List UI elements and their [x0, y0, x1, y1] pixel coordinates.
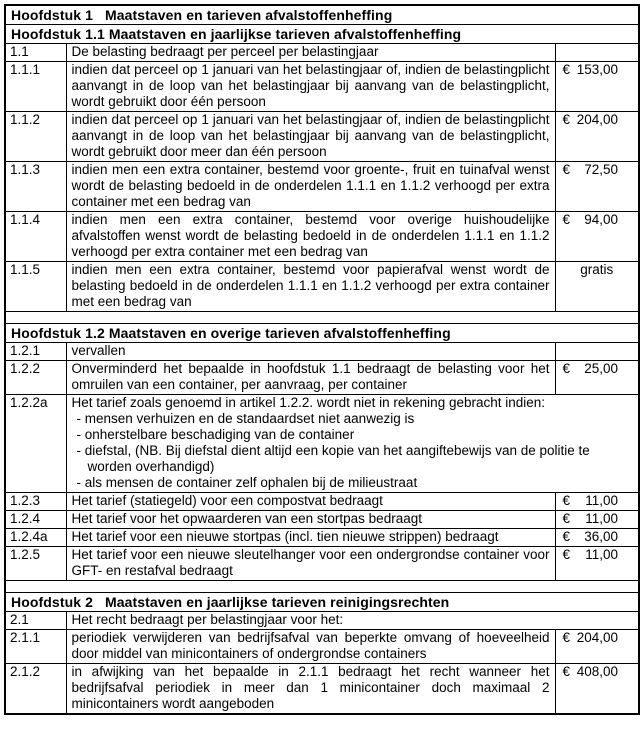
tariff-amount-cell — [555, 262, 639, 312]
table-row — [5, 529, 639, 547]
spacer-row — [5, 312, 639, 324]
exemption-bullet: - diefstal, (NB. Bij diefstal dient altijd een kopie van het aangiftebewijs van de politie te worden overhandigd) — [76, 443, 590, 474]
tariff-amount-cell — [555, 361, 639, 395]
chapter-2-header-row — [5, 593, 639, 612]
chapter-1-header-row — [5, 5, 639, 25]
article-description: in afwijking van het bepaalde in 2.1.1 bedraagt het recht wanneer het bedrijfsafval periodiek in meer dan 1 minicontainer doch maximaal 2 minicontainers wordt aangeboden — [66, 664, 555, 715]
article-description: indien men een extra container, bestemd voor papierafval wenst wordt de belasting bedoeld in de onderdelen 1.1.1 en 1.1.2 verhoogd per extra container met een bedrag van — [66, 262, 555, 312]
article-number: 1.2.2a — [5, 395, 66, 493]
currency-symbol: € — [562, 162, 571, 177]
currency-symbol: € — [562, 529, 571, 544]
tariff-table — [4, 4, 640, 715]
amount-value: 204,00 — [576, 630, 619, 645]
currency-symbol: € — [562, 62, 571, 77]
article-number: 1.1.3 — [5, 162, 66, 212]
article-number: 1.1.5 — [5, 262, 66, 312]
article-number: 2.1.1 — [5, 630, 66, 664]
article-number: 1.1.4 — [5, 212, 66, 262]
currency-symbol: € — [562, 664, 571, 679]
article-number: 1.1.1 — [5, 62, 66, 112]
spacer-row — [5, 581, 639, 593]
chapter-1-2-header-row — [5, 324, 639, 343]
tariff-amount-cell — [555, 162, 639, 212]
article-description: indien men een extra container, bestemd voor groente-, fruit en tuinafval wenst wordt de belasting bedoeld in de onderdelen 1.1.1 en 1.1.2 verhoogd per extra container met een bedrag van — [66, 162, 555, 212]
article-description: indien men een extra container, bestemd voor overige huishoudelijke afvalstoffen wenst wordt de belasting bedoeld in de onderdelen 1.1.1 en 1.1.2 verhoogd per extra container met een bedrag van — [66, 212, 555, 262]
chapter-1-2-heading: Hoofdstuk 1.2 Maatstaven en overige tarieven afvalstoffenheffing — [5, 324, 639, 343]
tariff-amount-cell — [555, 343, 639, 361]
article-description: De belasting bedraagt per perceel per belastingjaar — [66, 44, 555, 62]
article-description: Het tarief (statiegeld) voor een compostvat bedraagt — [66, 493, 555, 511]
table-row — [5, 547, 639, 581]
amount-value: gratis — [580, 262, 614, 277]
chapter-1-heading: Hoofdstuk 1 Maatstaven en tarieven afvalstoffenheffing — [5, 5, 639, 25]
tariff-amount-cell — [555, 212, 639, 262]
currency-symbol: € — [562, 493, 571, 508]
table-row — [5, 112, 639, 162]
amount-value: 11,00 — [585, 511, 619, 526]
amount-value: 94,00 — [584, 212, 619, 227]
table-row — [5, 630, 639, 664]
table-row — [5, 612, 639, 630]
tariff-amount-cell — [555, 511, 639, 529]
article-description: Het recht bedraagt per belastingjaar voor het: — [66, 612, 639, 630]
amount-value: 25,00 — [584, 361, 619, 376]
exemption-bullet: - als mensen de container zelf ophalen bij de milieustraat — [76, 475, 418, 490]
chapter-1-1-heading: Hoofdstuk 1.1 Maatstaven en jaarlijkse tarieven afvalstoffenheffing — [5, 25, 639, 44]
tariff-amount-cell — [555, 630, 639, 664]
article-number: 2.1 — [5, 612, 66, 630]
currency-symbol: € — [562, 630, 571, 645]
article-description: indien dat perceel op 1 januari van het belastingjaar of, indien de belastingplicht aanvangt in de loop van het belastingjaar bij aanvang van de belastingplicht, wordt gebruikt door één persoon — [66, 62, 555, 112]
table-row — [5, 664, 639, 715]
article-number: 1.2.2 — [5, 361, 66, 395]
currency-symbol: € — [562, 511, 571, 526]
article-number: 1.2.4a — [5, 529, 66, 547]
table-row — [5, 493, 639, 511]
article-number: 1.1.2 — [5, 112, 66, 162]
exemption-bullet: - onherstelbare beschadiging van de container — [76, 427, 355, 442]
tariff-amount-cell — [555, 547, 639, 581]
article-description: Het tarief voor een nieuwe sleutelhanger voor een ondergrondse container voor GFT- en restafval bedraagt — [66, 547, 555, 581]
table-row — [5, 44, 639, 62]
amount-value: 408,00 — [576, 664, 619, 679]
exemption-intro: Het tarief zoals genoemd in artikel 1.2.2. wordt niet in rekening gebracht indien: — [71, 395, 546, 410]
table-row — [5, 262, 639, 312]
article-number: 1.2.5 — [5, 547, 66, 581]
exemption-bullet: - mensen verhuizen en de standaardset niet aanwezig is — [76, 411, 415, 426]
article-description — [66, 395, 639, 493]
currency-symbol: € — [562, 212, 571, 227]
table-row — [5, 511, 639, 529]
table-row — [5, 395, 639, 493]
amount-value: 153,00 — [576, 62, 619, 77]
table-row — [5, 361, 639, 395]
article-description: Het tarief voor het opwaarderen van een stortpas bedraagt — [66, 511, 555, 529]
currency-symbol: € — [562, 547, 571, 562]
article-number: 1.2.3 — [5, 493, 66, 511]
amount-value: 36,00 — [584, 529, 619, 544]
article-description: periodiek verwijderen van bedrijfsafval van beperkte omvang of hoeveelheid door middel van minicontainers of ondergrondse containers — [66, 630, 555, 664]
table-row — [5, 62, 639, 112]
spacer-cell — [5, 581, 639, 593]
article-number: 1.2.4 — [5, 511, 66, 529]
article-number: 1.1 — [5, 44, 66, 62]
tariff-amount-cell — [555, 62, 639, 112]
article-description: vervallen — [66, 343, 555, 361]
chapter-2-heading: Hoofdstuk 2 Maatstaven en jaarlijkse tarieven reinigingsrechten — [5, 593, 639, 612]
tariff-amount-cell — [555, 664, 639, 715]
table-row — [5, 343, 639, 361]
article-description: indien dat perceel op 1 januari van het belastingjaar of, indien de belastingplicht aanvangt in de loop van het belastingjaar bij aanvang van de belastingplicht, wordt gebruikt door meer dan één persoon — [66, 112, 555, 162]
article-description: Onverminderd het bepaalde in hoofdstuk 1.1 bedraagt de belasting voor het omruilen van een container, per aanvraag, per container — [66, 361, 555, 395]
amount-value: 204,00 — [576, 112, 619, 127]
amount-value: 11,00 — [585, 493, 619, 508]
amount-value: 11,00 — [585, 547, 619, 562]
article-number: 1.2.1 — [5, 343, 66, 361]
currency-symbol: € — [562, 112, 571, 127]
table-row — [5, 162, 639, 212]
chapter-1-1-header-row — [5, 25, 639, 44]
currency-symbol: € — [562, 361, 571, 376]
amount-value: 72,50 — [584, 162, 619, 177]
tariff-amount-cell — [555, 112, 639, 162]
tariff-amount-cell — [555, 529, 639, 547]
article-number: 2.1.2 — [5, 664, 66, 715]
tariff-amount-cell — [555, 493, 639, 511]
table-row — [5, 212, 639, 262]
article-description: Het tarief voor een nieuwe stortpas (incl. tien nieuwe strippen) bedraagt — [66, 529, 555, 547]
spacer-cell — [5, 312, 639, 324]
tariff-amount-cell — [555, 44, 639, 62]
